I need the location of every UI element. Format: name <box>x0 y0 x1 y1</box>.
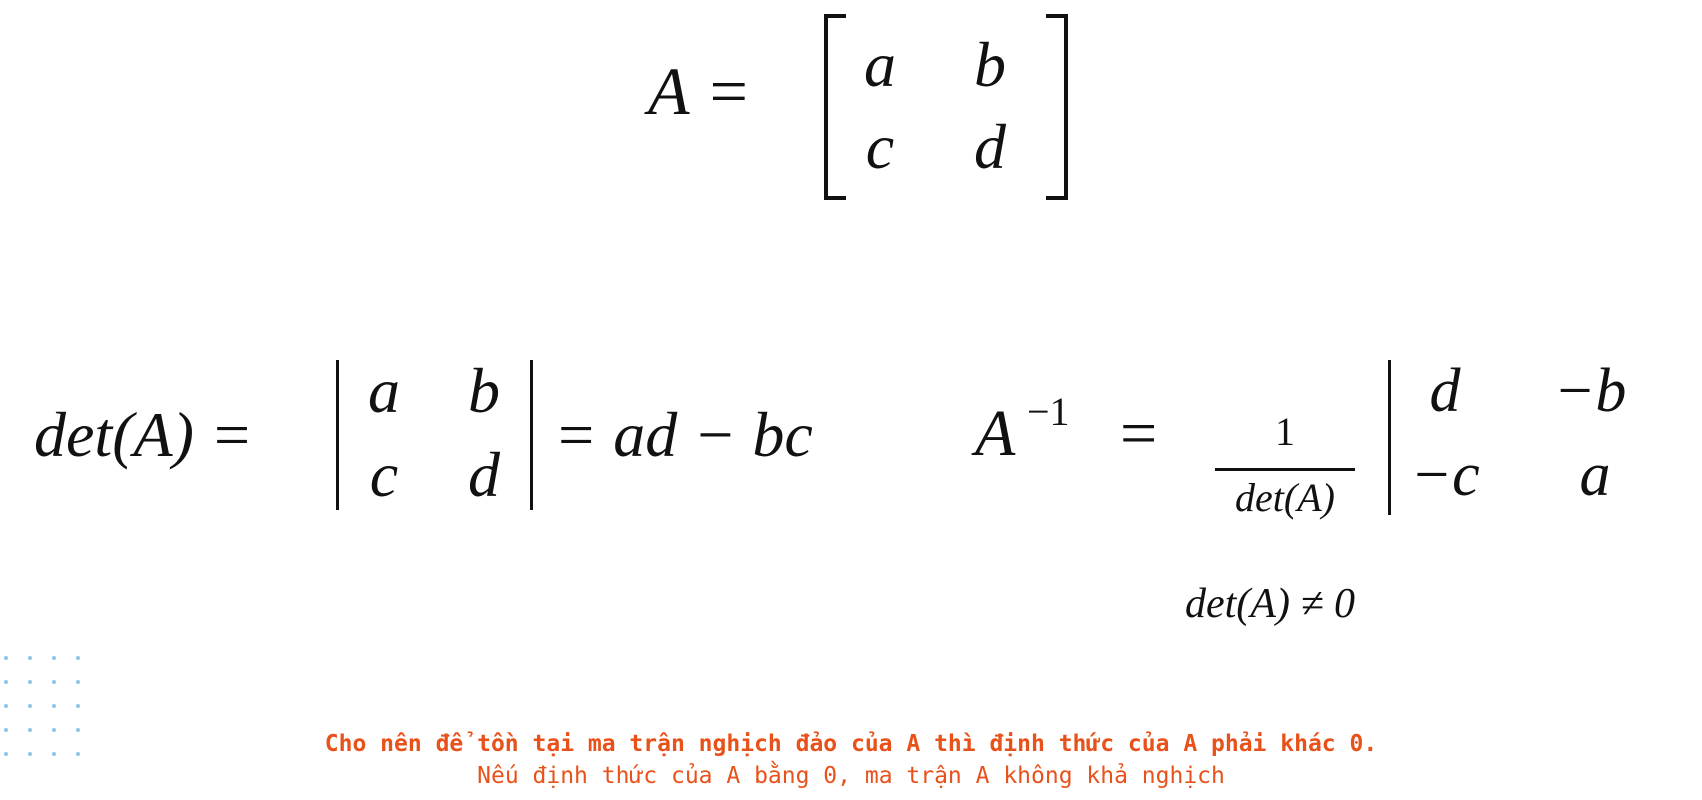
fraction-numerator: 1 <box>1275 409 1295 454</box>
decorative-dot <box>52 704 56 708</box>
inverse-cell-a: a <box>1579 441 1611 509</box>
determinant-left-bar <box>336 360 339 510</box>
decorative-dot <box>52 656 56 660</box>
determinant-cell-c: c <box>369 439 399 510</box>
determinant-lhs: det(A) = <box>34 399 254 470</box>
inverse-lhs-base: A <box>975 397 1016 470</box>
decorative-dot <box>76 704 80 708</box>
fraction-line <box>1215 468 1355 471</box>
caption-line-2: Nếu định thức của A bằng 0, ma trận A không khả nghịch <box>477 763 1225 789</box>
determinant-right-bar <box>530 360 533 510</box>
determinant-rhs: = ad − bc <box>554 399 813 470</box>
inverse-cell-neg-b: −b <box>1553 357 1627 425</box>
matrix-definition-lhs: A = <box>648 53 752 129</box>
decorative-dot <box>28 704 32 708</box>
decorative-dot <box>76 656 80 660</box>
right-bracket <box>1046 14 1068 200</box>
decorative-dot <box>4 704 8 708</box>
decorative-dot <box>76 680 80 684</box>
determinant-cell-d: d <box>468 439 500 510</box>
inverse-cell-neg-c: −c <box>1410 441 1480 509</box>
matrix-cell-d: d <box>974 111 1006 182</box>
inverse-lhs-exponent: −1 <box>1027 389 1070 434</box>
decorative-dot <box>28 656 32 660</box>
determinant-cell-b: b <box>468 355 500 426</box>
matrix-cell-b: b <box>974 29 1006 100</box>
decorative-dot <box>28 680 32 684</box>
invertibility-condition: det(A) ≠ 0 <box>1185 581 1355 627</box>
caption-line-1: Cho nên để tồn tại ma trận nghịch đảo của A thì định thức của A phải khác 0. <box>324 731 1378 757</box>
inverse-cell-d: d <box>1429 357 1461 425</box>
matrix-cell-c: c <box>865 111 895 182</box>
decorative-dot <box>52 680 56 684</box>
matrix-cell-a: a <box>864 29 896 100</box>
fraction-denominator: det(A) <box>1235 475 1335 520</box>
determinant-cell-a: a <box>368 355 400 426</box>
caption <box>0 728 1702 792</box>
inverse-equals: = <box>1120 397 1158 470</box>
decorative-dot <box>4 680 8 684</box>
decorative-dot <box>4 656 8 660</box>
